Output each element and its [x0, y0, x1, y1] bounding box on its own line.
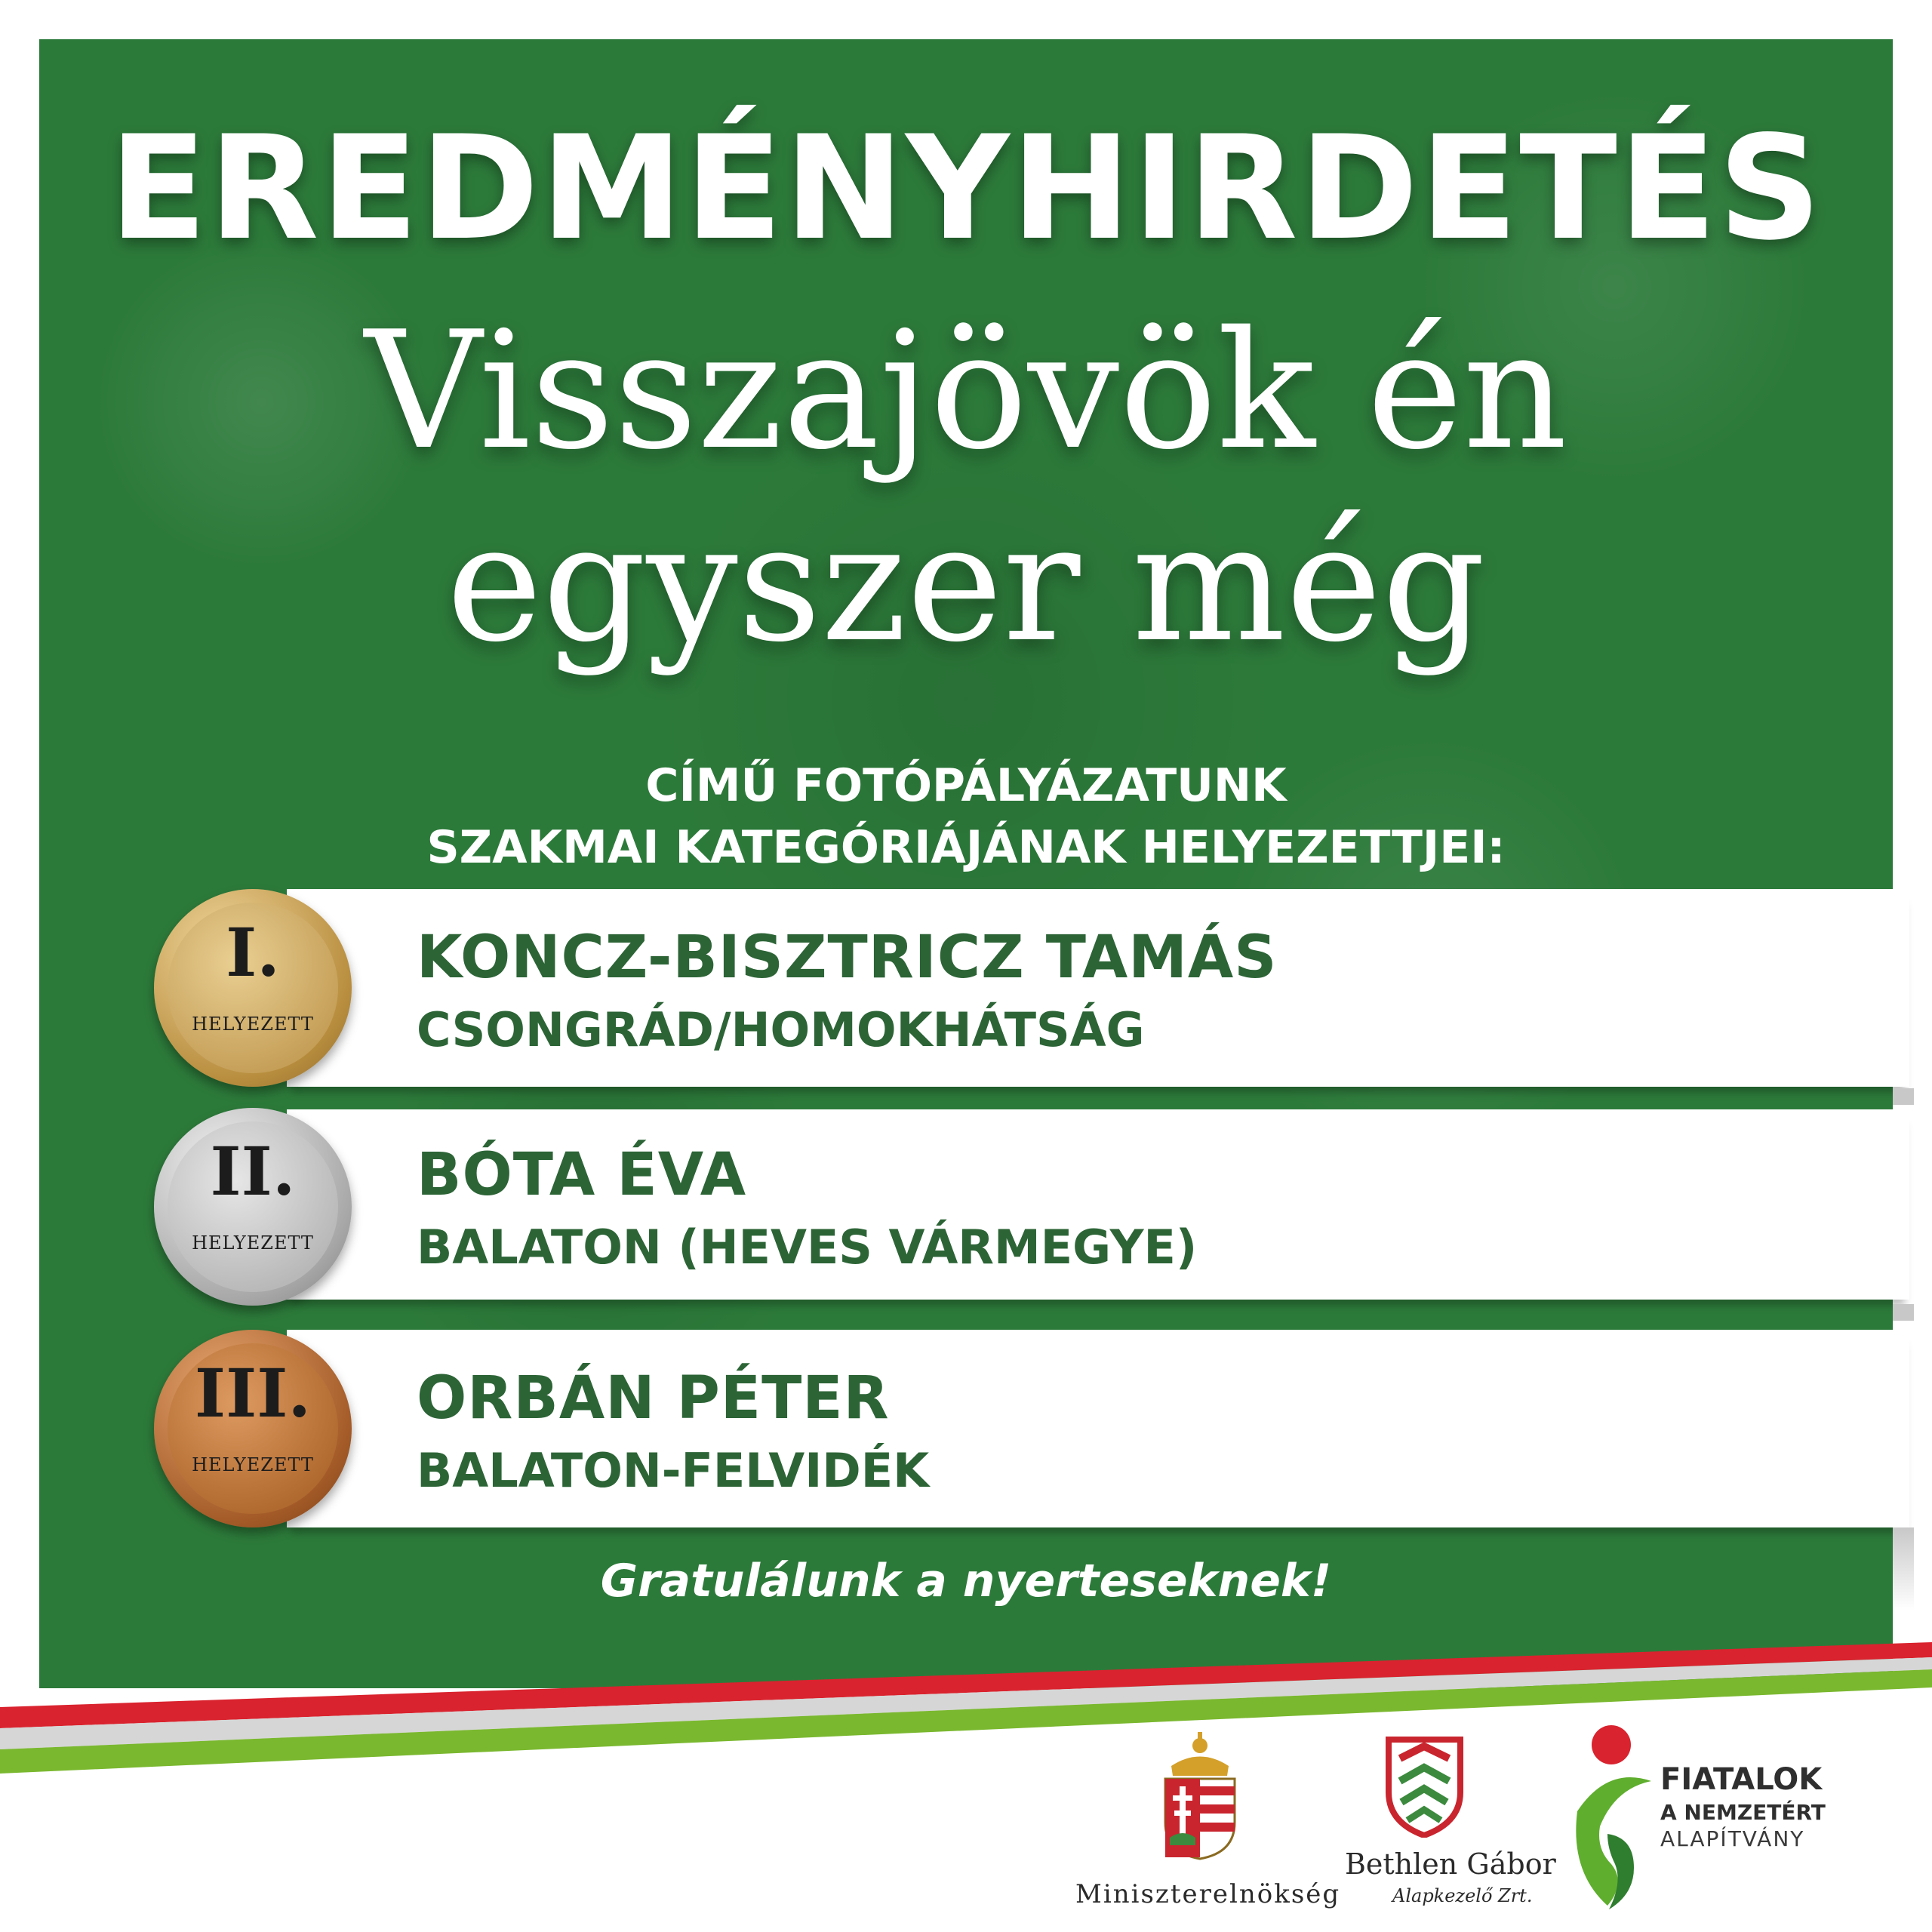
- winner-name: KONCZ-BISZTRICZ TAMÁS: [417, 924, 1278, 992]
- silver-medal-icon: [154, 1108, 352, 1306]
- subtitle-line-1: CÍMŰ FOTÓPÁLYÁZATUNK: [645, 759, 1287, 812]
- subtitle-line-2: SZAKMAI KATEGÓRIÁJÁNAK HELYEZETTJEI:: [426, 821, 1506, 874]
- bethlen-gabor-logo-text: Bethlen Gábor: [1345, 1847, 1556, 1881]
- medal-rank: III.: [194, 1354, 312, 1432]
- coat-of-arms-icon: [1155, 1732, 1245, 1860]
- subtitle: [0, 755, 1932, 878]
- fiatalok-logo-line-1: FIATALOK: [1660, 1762, 1823, 1797]
- bar-shadow-edge: [1893, 1088, 1914, 1105]
- winner-location: CSONGRÁD/HOMOKHÁTSÁG: [417, 1002, 1145, 1057]
- result-row-third: [287, 1330, 1909, 1527]
- contest-title-line-2: egyszer még: [446, 488, 1486, 678]
- winner-name: ORBÁN PÉTER: [417, 1364, 890, 1432]
- fiatalok-logo-line-2: A NEMZETÉRT: [1660, 1800, 1826, 1825]
- gold-medal-icon: [154, 889, 352, 1087]
- bar-shadow-edge: [1893, 1304, 1914, 1321]
- bethlen-gabor-logo-icon: [1385, 1736, 1464, 1838]
- contest-title: [0, 294, 1932, 679]
- bronze-medal-icon: [154, 1330, 352, 1527]
- winner-location: BALATON-FELVIDÉK: [417, 1443, 930, 1498]
- announcement-title: EREDMÉNYHIRDETÉS: [109, 105, 1823, 272]
- winner-name: BÓTA ÉVA: [417, 1141, 747, 1209]
- ministry-logo-text: Miniszterelnökség: [1075, 1879, 1341, 1909]
- result-row-first: [287, 889, 1909, 1087]
- winner-location: BALATON (HEVES VÁRMEGYE): [417, 1220, 1198, 1275]
- fiatalok-logo-icon: [1562, 1721, 1660, 1917]
- medal-rank-label: HELYEZETT: [192, 1454, 314, 1475]
- medal-rank: I.: [226, 913, 280, 992]
- result-row-second: [287, 1109, 1909, 1300]
- fiatalok-logo-line-3: ALAPÍTVÁNY: [1660, 1826, 1805, 1851]
- bethlen-gabor-subtitle: Alapkezelő Zrt.: [1392, 1885, 1533, 1906]
- medal-rank: II.: [210, 1132, 296, 1211]
- medal-rank-label: HELYEZETT: [192, 1014, 314, 1035]
- congratulations-text: Gratulálunk a nyerteseknek!: [600, 1555, 1332, 1607]
- medal-rank-label: HELYEZETT: [192, 1232, 314, 1254]
- contest-title-line-1: Visszajövök én: [365, 296, 1567, 485]
